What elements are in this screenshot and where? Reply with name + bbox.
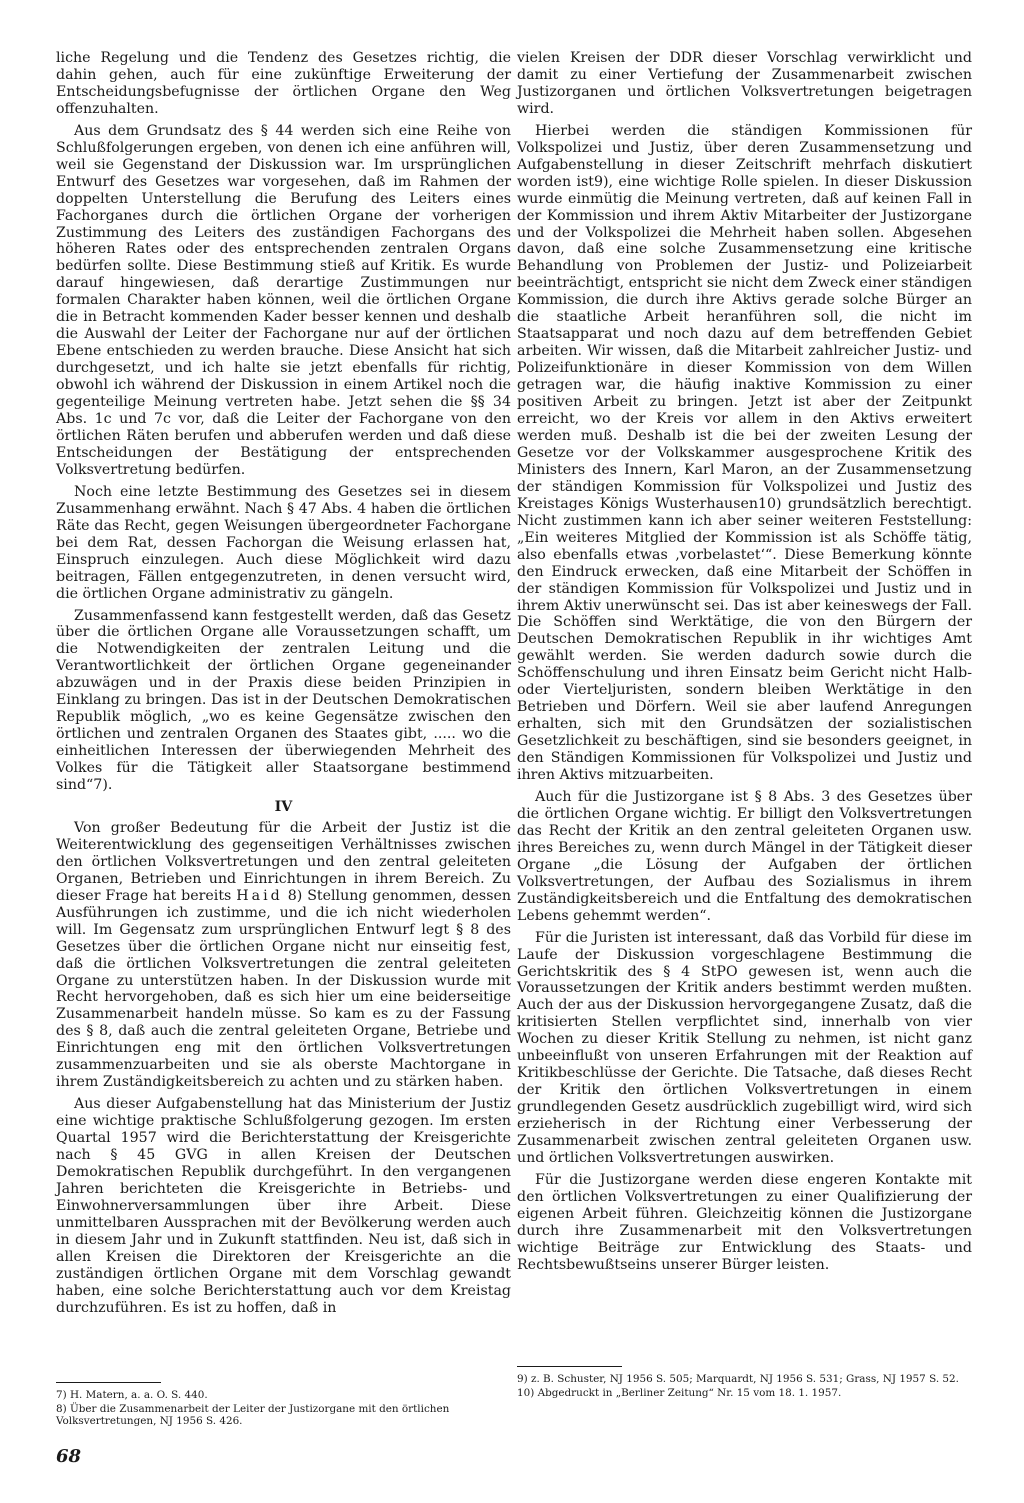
left-column — [56, 50, 511, 1322]
paragraph: Aus dieser Aufgabenstellung hat das Ministerium der Justiz eine wichtige praktische Schlußfolgerung gezogen. Im ersten Quartal 1957 wird die Berichterstattung der Kreisgerichte nach § 45 GVG in allen Kreisen der Deutschen Demokratischen Republik durchgeführt. In den vergangenen Jahren berichteten die Kreisgerichte in Betriebs- und Einwohnerversammlungen über ihre Arbeit. Diese unmittelbaren Aussprachen mit der Bevölkerung werden auch in diesem Jahr und in Zukunft stattfinden. Neu ist, daß sich in allen Kreisen die Direktoren der Kreisgerichte an die zuständigen örtlichen Organe mit dem Vorschlag gewandt haben, eine solche Berichterstattung auch vor dem Kreistag durchzuführen. Es ist zu hoffen, daß in — [56, 1096, 511, 1316]
footnote: 8) Über die Zusammenarbeit der Leiter der Justizorgane mit den örtlichen Volksvertretungen, NJ 1956 S. 426. — [56, 1403, 450, 1427]
footnote: 10) Abgedruckt in „Berliner Zeitung“ Nr. 15 vom 18. 1. 1957. — [517, 1387, 842, 1399]
paragraph: Aus dem Grundsatz des § 44 werden sich eine Reihe von Schlußfolgerungen ergeben, von denen ich eine anführen will, weil sie Gegenstand der Diskussion war. Im ursprünglichen Entwurf des Gesetzes war vorgesehen, daß im Rahmen der doppelten Unterstellung die Berufung des Leiters eines Fachorganes durch die örtlichen Organe der vorherigen Zustimmung des Leiters des zuständigen Fachorgans des höheren Rates oder des entsprechenden zentralen Organs bedürfen sollte. Diese Bestimmung stieß auf Kritik. Es wurde darauf hingewiesen, daß derartige Zustimmungen nur formalen Charakter haben können, weil die örtlichen Organe die in Betracht kommenden Kader besser kennen und deshalb die Auswahl der Leiter der Fachorgane nur auf der örtlichen Ebene entschieden zu werden brauche. Diese Ansicht hat sich durchgesetzt, und ich halte sie jetzt ebenfalls für richtig, obwohl ich während der Diskussion in einem Artikel noch die gegenteilige Meinung vertreten habe. Jetzt sehen die §§ 34 Abs. 1c und 7c vor, daß die Leiter der Fachorgane von den örtlichen Räten berufen und abberufen werden und daß diese Entscheidungen der Bestätigung der entsprechenden Volksvertretung bedürfen. — [56, 122, 511, 478]
footnote: 7) H. Matern, a. a. O. S. 440. — [56, 1389, 208, 1401]
footnote-divider — [56, 1382, 161, 1383]
page-number: 68 — [56, 1446, 82, 1467]
footnote: 9) z. B. Schuster, NJ 1956 S. 505; Marquardt, NJ 1956 S. 531; Grass, NJ 1957 S. 52. — [517, 1373, 959, 1385]
paragraph: Für die Justizorgane werden diese engeren Kontakte mit den örtlichen Volksvertretungen zu einer Qualifizierung der eigenen Arbeit führen. Gleichzeitig können die Justizorgane durch ihre Zusammenarbeit mit den Volksvertretungen wichtige Beiträge zur Entwicklung des Staats- und Rechtsbewußtseins unserer Bürger leisten. — [517, 1171, 972, 1273]
footnotes-right — [517, 1366, 972, 1401]
footnotes-left — [56, 1382, 511, 1429]
paragraph — [56, 820, 511, 1091]
paragraph: Noch eine letzte Bestimmung des Gesetzes sei in diesem Zusammenhang erwähnt. Nach § 47 Abs. 4 haben die örtlichen Räte das Recht, gegen Weisungen übergeordneter Fachorgane bei dem Rat, dessen Fachorgan die Weisung erlassen hat, Einspruch einzulegen. Auch diese Möglichkeit wird dazu beitragen, Fällen entgegenzutreten, in denen versucht wird, die örtlichen Organe administrativ zu gängeln. — [56, 483, 511, 602]
section-heading: IV — [274, 798, 293, 815]
right-column — [517, 50, 972, 1279]
footnote-divider — [517, 1366, 622, 1367]
paragraph: Hierbei werden die ständigen Kommissionen für Volkspolizei und Justiz, über deren Zusammensetzung und Aufgabenstellung in dieser Zeitschrift mehrfach diskutiert worden ist9), eine wichtige Rolle spielen. In dieser Diskussion wurde einmütig die Meinung vertreten, daß auf keinen Fall in der Kommission und ihrem Aktiv Mitarbeiter der Justizorgane und der Volkspolizei die Mehrheit haben sollen. Abgesehen davon, daß eine solche Zusammensetzung eine kritische Behandlung von Problemen der Justiz- und Polizeiarbeit beeinträchtigt, entspricht sie nicht dem Zweck einer ständigen Kommission, die durch ihre Aktivs gerade solche Bürger an die staatliche Arbeit heranführen soll, die nicht im Staatsapparat und noch dazu auf dem betreffenden Gebiet arbeiten. Wir wissen, daß die Mitarbeit zahlreicher Justiz- und Polizeifunktionäre in dieser Kommission von dem Willen getragen war, die häufig inaktive Kommission zu einer positiven Arbeit zu bringen. Jetzt ist aber der Zeitpunkt erreicht, wo der Kreis vor allem in den Aktivs erweitert werden muß. Deshalb ist die bei der zweiten Lesung der Gesetze vor der Volkskammer ausgesprochene Kritik des Ministers des Innern, Karl Maron, an der Zusammensetzung der ständigen Kommission für Volkspolizei und Justiz des Kreistages Königs Wusterhausen10) grundsätzlich berechtigt. Nicht zustimmen kann ich aber seiner weiteren Feststellung: „Ein weiteres Mitglied der Kommission ist als Schöffe tätig, also ebenfalls etwas ‚vorbelastet‘“. Diese Bemerkung könnte den Eindruck erwecken, daß eine Mitarbeit der Schöffen in der ständigen Kommission für Volkspolizei und Justiz und in ihrem Aktiv unerwünscht sei. Das ist aber keineswegs der Fall. Die Schöffen sind Werktätige, die von den Bürgern der Deutschen Demokratischen Republik in ihr wichtiges Amt gewählt werden. Sie werden dadurch sowie durch die Schöffenschulung und ihren Einsatz beim Gericht nicht Halb- oder Vierteljuristen, sondern bleiben Werktätige in den Betrieben und Dörfern. Weil sie aber laufend Anregungen erhalten, sich mit den Grundsätzen der sozialistischen Gesetzlichkeit zu beschäftigen, sind sie besonders geeignet, in den Ständigen Kommissionen für Volkspolizei und Justiz und ihren Aktivs mitzuarbeiten. — [517, 122, 972, 784]
paragraph: Für die Juristen ist interessant, daß das Vorbild für diese im Laufe der Diskussion vorgeschlagene Bestimmung die Gerichtskritik des § 4 StPO gewesen ist, wenn auch die Voraussetzungen der Kritik anders bestimmt werden mußten. Auch der aus der Diskussion hervorgegangene Zusatz, daß die kritisierten Stellen verpflichtet sind, innerhalb von vier Wochen zu dieser Kritik Stellung zu nehmen, ist nicht ganz unbeeinflußt von unseren Erfahrungen mit der Reaktion auf Kritikbeschlüsse der Gerichte. Die Tatsache, daß dieses Recht der Kritik den örtlichen Volksvertretungen in einem grundlegenden Gesetz ausdrücklich zugebilligt wird, wird sich erzieherisch in der Richtung einer Verbesserung der Zusammenarbeit zwischen zentral geleiteten Organen usw. und örtlichen Volksvertretungen auswirken. — [517, 929, 972, 1166]
paragraph: vielen Kreisen der DDR dieser Vorschlag verwirklicht und damit zu einer Vertiefung der Zusammenarbeit zwischen Justizorganen und örtlichen Volksvertretungen beigetragen wird. — [517, 50, 972, 117]
paragraph-text: 8) Stellung genommen, dessen Ausführungen ich zustimme, und die ich nicht wiederholen will. Im Gegensatz zum ursprünglichen Entwurf legt § 8 des Gesetzes über die örtlichen Organe nicht nur einseitig fest, daß die örtlichen Volksvertretungen die zentral geleiteten Organe zu unterstützen haben. In der Diskussion wurde mit Recht hervorgehoben, daß es sich hier um eine beiderseitige Zusammenarbeit handeln müsse. So kam es zu der Fassung des § 8, daß auch die zentral geleiteten Organe, Betriebe und Einrichtungen eng mit den örtlichen Volksvertretungen zusammenzuarbeiten und sie als oberste Machtorgane in ihrem Zuständigkeitsbereich zu achten und zu stärken haben. — [56, 887, 512, 1091]
paragraph-text: Von großer Bedeutung für die Arbeit der Justiz ist die Weiterentwicklung des gegenseitigen Verhältnisses zwischen den örtlichen Volksvertretungen und den zentral geleiteten Organen, Betrieben und Einrichtungen in ihrem Bereich. Zu dieser Frage hat bereits — [56, 819, 511, 904]
author-name: Haid — [236, 887, 283, 904]
paragraph: Zusammenfassend kann festgestellt werden, daß das Gesetz über die örtlichen Organe alle Voraussetzungen schafft, um die Notwendigkeiten der zentralen Leitung und die Verantwortlichkeit der örtlichen Organe gegeneinander abzuwägen und in der Praxis diese beiden Prinzipien in Einklang zu bringen. Das ist in der Deutschen Demokratischen Republik möglich, „wo es keine Gegensätze zwischen den örtlichen und zentralen Organen des Staates gibt, ..... wo die einheitlichen Interessen der überwiegenden Mehrheit des Volkes für die Tätigkeit aller Staatsorgane bestimmend sind“7). — [56, 607, 511, 794]
paragraph: liche Regelung und die Tendenz des Gesetzes richtig, die dahin gehen, auch für eine zukünftige Erweiterung der Entscheidungsbefugnisse der örtlichen Organe den Weg offenzuhalten. — [56, 50, 511, 117]
paragraph: Auch für die Justizorgane ist § 8 Abs. 3 des Gesetzes über die örtlichen Organe wichtig. Er billigt den Volksvertretungen das Recht der Kritik an den zentral geleiteten Organen usw. ihres Bereiches zu, wenn durch Mängel in der Tätigkeit dieser Organe „die Lösung der Aufgaben der örtlichen Volksvertretungen, der Aufbau des Sozialismus in ihrem Zuständigkeitsbereich und die Entfaltung des demokratischen Lebens gehemmt werden“. — [517, 788, 972, 924]
